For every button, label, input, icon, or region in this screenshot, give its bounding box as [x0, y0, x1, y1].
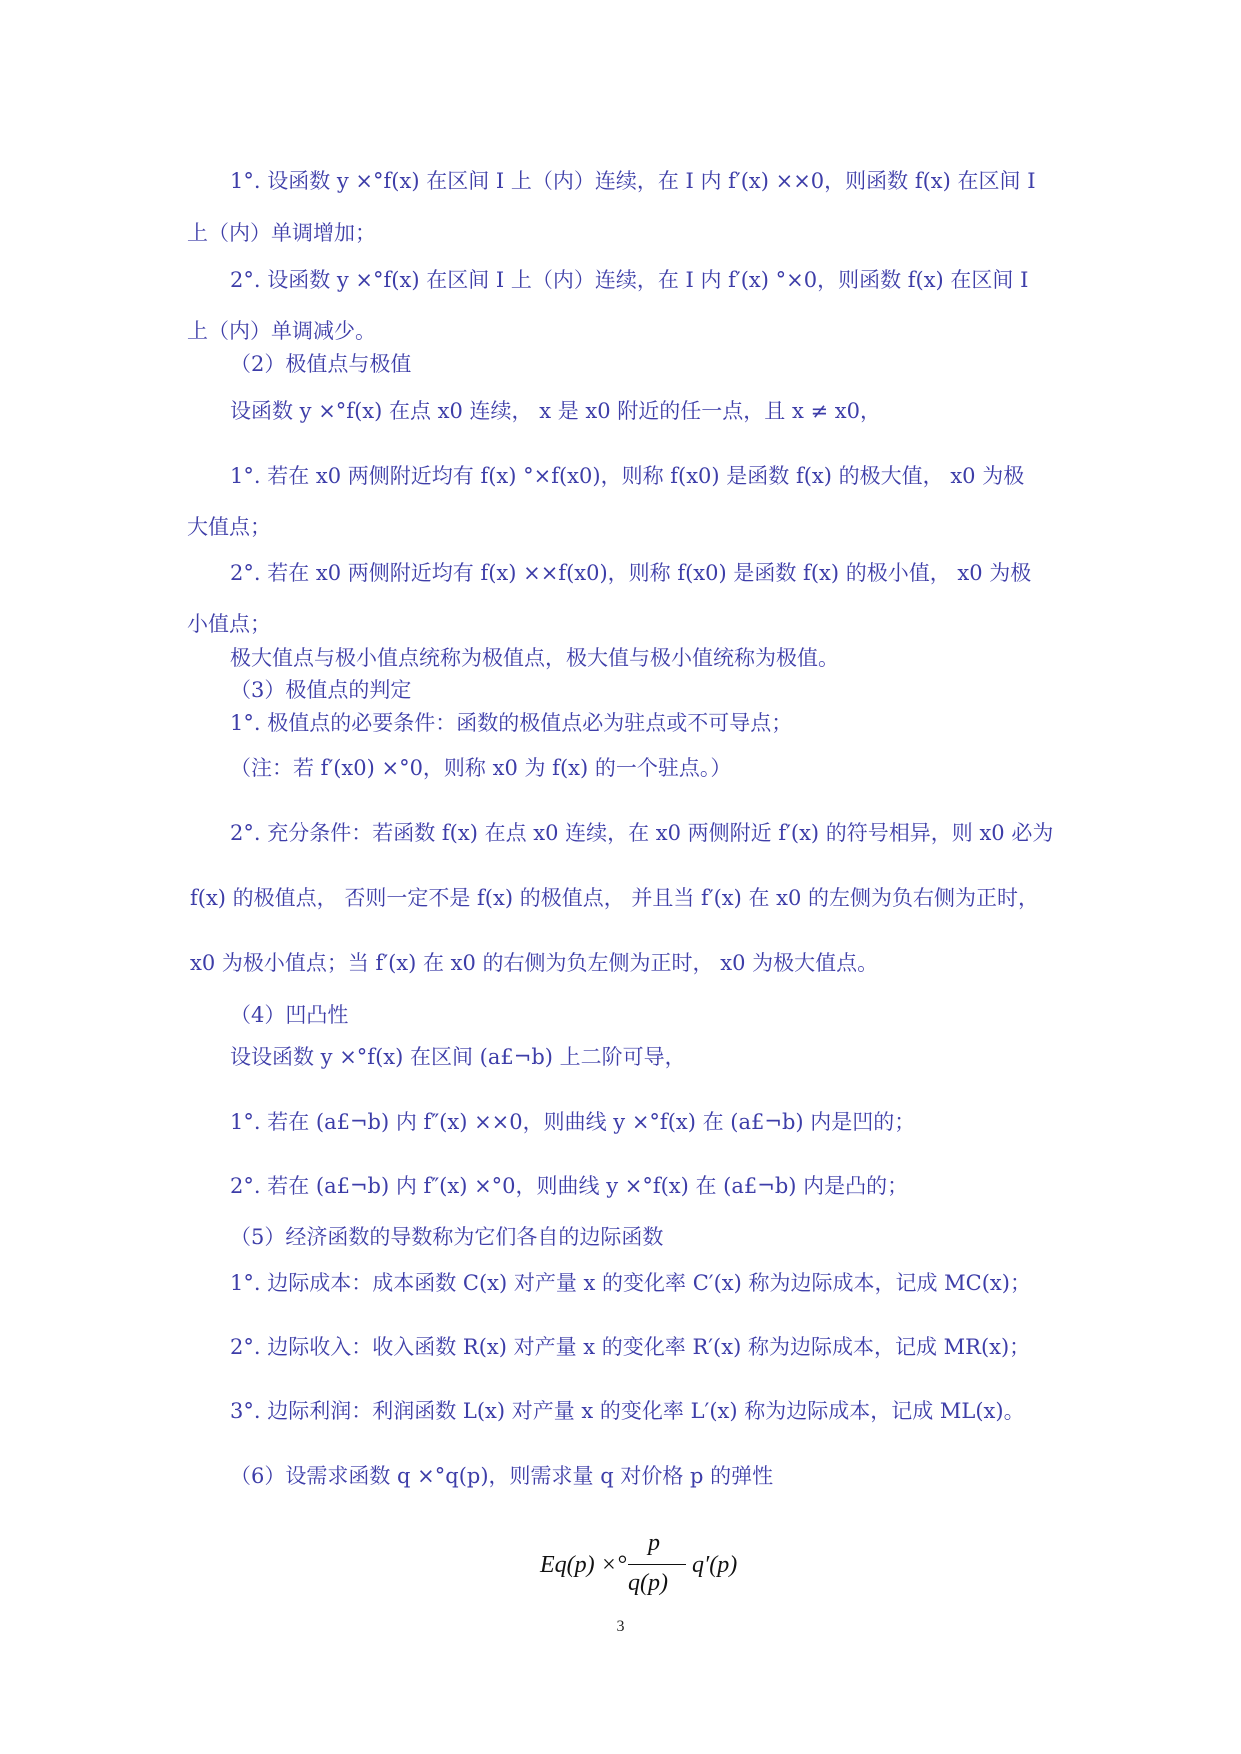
text-line: （注：若 f′(x0) ×°0，则称 x0 为 f(x) 的一个驻点。）	[230, 756, 732, 780]
text-line: 2°. 若在 (a£¬b) 内 f″(x) ×°0，则曲线 y ×°f(x) 在 (a£¬b) 内是凸的；	[230, 1174, 909, 1198]
text-line: f(x) 的极值点， 否则一定不是 f(x) 的极值点， 并且当 f′(x) 在 x0 的左侧为负右侧为正时，	[190, 886, 1040, 910]
text-line: 2°. 充分条件：若函数 f(x) 在点 x0 连续，在 x0 两侧附近 f′(x) 的符号相异，则 x0 必为	[230, 821, 1054, 845]
text-line: 1°. 设函数 y ×°f(x) 在区间 I 上（内）连续，在 I 内 f′(x) ××0，则函数 f(x) 在区间 I	[230, 169, 1036, 193]
section-heading: （5）经济函数的导数称为它们各自的边际函数	[230, 1225, 664, 1249]
text-line: 上（内）单调减少。	[187, 319, 376, 343]
text-line: 3°. 边际利润：利润函数 L(x) 对产量 x 的变化率 L′(x) 称为边际成本，记成 ML(x)。	[230, 1399, 1025, 1423]
formula-denominator: q(p)	[628, 1570, 668, 1596]
text-line: 设设函数 y ×°f(x) 在区间 (a£¬b) 上二阶可导，	[230, 1045, 686, 1069]
text-line: 2°. 设函数 y ×°f(x) 在区间 I 上（内）连续，在 I 内 f′(x) °×0，则函数 f(x) 在区间 I	[230, 268, 1029, 292]
section-heading: （3）极值点的判定	[230, 678, 412, 702]
elasticity-formula	[540, 1530, 760, 1610]
text-line: 1°. 若在 (a£¬b) 内 f″(x) ××0，则曲线 y ×°f(x) 在 (a£¬b) 内是凹的；	[230, 1110, 916, 1134]
formula-rhs: q′(p)	[692, 1552, 738, 1578]
formula-numerator: p	[648, 1530, 660, 1556]
formula-lhs: Eq(p) ×°	[540, 1552, 627, 1578]
text-line: 设函数 y ×°f(x) 在点 x0 连续， x 是 x0 附近的任一点，且 x ≠ x0，	[230, 399, 881, 423]
text-line: 1°. 极值点的必要条件：函数的极值点必为驻点或不可导点；	[230, 711, 793, 735]
section-heading: （4）凹凸性	[230, 1003, 349, 1027]
text-line: 极大值点与极小值点统称为极值点，极大值与极小值统称为极值。	[230, 646, 839, 670]
text-line: 大值点；	[187, 515, 271, 539]
fraction-bar	[628, 1564, 686, 1565]
text-line: 1°. 边际成本：成本函数 C(x) 对产量 x 的变化率 C′(x) 称为边际成本，记成 MC(x)；	[230, 1271, 1031, 1295]
section-heading: （2）极值点与极值	[230, 352, 412, 376]
text-line: 1°. 若在 x0 两侧附近均有 f(x) °×f(x0)，则称 f(x0) 是函数 f(x) 的极大值， x0 为极	[230, 464, 1025, 488]
text-line: 上（内）单调增加；	[187, 221, 376, 245]
text-line: 2°. 若在 x0 两侧附近均有 f(x) ××f(x0)，则称 f(x0) 是函数 f(x) 的极小值， x0 为极	[230, 561, 1032, 585]
text-line: x0 为极小值点；当 f′(x) 在 x0 的右侧为负左侧为正时， x0 为极大值点。	[190, 951, 879, 975]
text-line: （6）设需求函数 q ×°q(p)，则需求量 q 对价格 p 的弹性	[230, 1464, 774, 1488]
page-number: 3	[616, 1618, 625, 1635]
text-line: 2°. 边际收入：收入函数 R(x) 对产量 x 的变化率 R′(x) 称为边际成本，记成 MR(x)；	[230, 1335, 1031, 1359]
text-line: 小值点；	[187, 612, 271, 636]
